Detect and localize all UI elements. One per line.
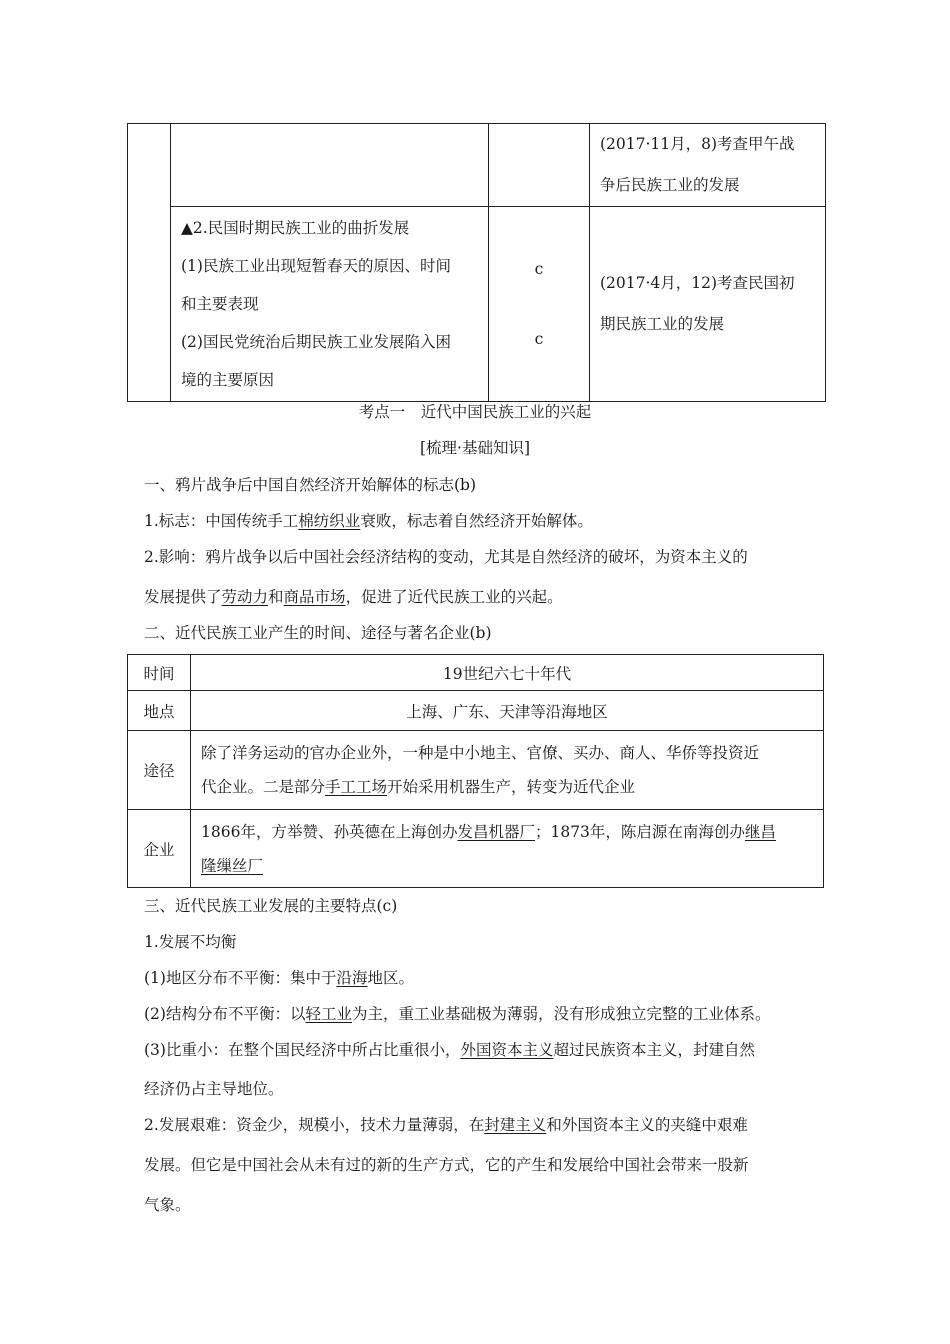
part1-p1 bbox=[144, 509, 593, 531]
topic-cell bbox=[128, 124, 171, 402]
section-subtitle: [梳理·基础知识] bbox=[419, 439, 531, 457]
part3-s2-line2: 发展。但它是中国社会从未有过的新的生产方式，它的产生和发展给中国社会带来一股新 bbox=[144, 1156, 749, 1174]
key-term: 发昌机器厂 bbox=[457, 822, 535, 841]
curriculum-table bbox=[127, 123, 826, 402]
text-line bbox=[201, 815, 813, 849]
exam-text: (2017·4月，12)考查民国初 bbox=[600, 274, 795, 292]
text: 代企业。二是部分 bbox=[201, 778, 326, 796]
requirement-cell bbox=[489, 124, 590, 207]
requirement-code: c bbox=[534, 260, 544, 278]
row-key: 地点 bbox=[128, 691, 191, 731]
part3-s1-3 bbox=[144, 1038, 755, 1060]
content-line: (2)国民党统治后期民族工业发展陷入困 bbox=[181, 333, 451, 351]
text-line bbox=[201, 849, 813, 883]
text: 和 bbox=[268, 588, 284, 606]
key-term: 封建主义 bbox=[484, 1116, 547, 1134]
row-value: 19世纪六七十年代 bbox=[191, 655, 824, 691]
table-row bbox=[128, 810, 824, 888]
row-value bbox=[191, 810, 824, 888]
key-term: 商品市场 bbox=[283, 588, 346, 606]
part3-s2 bbox=[144, 1113, 748, 1135]
key-term: 沿海 bbox=[336, 969, 368, 987]
key-term: 隆缫丝厂 bbox=[201, 856, 264, 875]
row-value: 上海、广东、天津等沿海地区 bbox=[191, 691, 824, 731]
content-line: 境的主要原因 bbox=[181, 371, 275, 389]
part3-heading: 三、近代民族工业发展的主要特点(c) bbox=[144, 897, 398, 915]
table-row bbox=[128, 691, 824, 731]
content-line: (1)民族工业出现短暂春天的原因、时间 bbox=[181, 257, 451, 275]
exam-text: (2017·11月，8)考查甲午战 bbox=[600, 135, 795, 153]
industry-table bbox=[127, 654, 824, 888]
text: (3)比重小：在整个国民经济中所占比重很小， bbox=[144, 1041, 461, 1059]
part3-s1-3-cont: 经济仍占主导地位。 bbox=[144, 1080, 284, 1098]
text: 超过民族资本主义，封建自然 bbox=[553, 1041, 755, 1059]
key-term: 手工工场 bbox=[325, 778, 388, 796]
text: 开始采用机器生产，转变为近代企业 bbox=[387, 778, 636, 796]
row-key: 时间 bbox=[128, 655, 191, 691]
content-line: ▲2.民国时期民族工业的曲折发展 bbox=[181, 219, 410, 237]
exam-cell bbox=[590, 207, 826, 402]
text: 和外国资本主义的夹缝中艰难 bbox=[546, 1116, 748, 1134]
key-term: 劳动力 bbox=[221, 588, 269, 606]
key-term: 轻工业 bbox=[305, 1005, 352, 1023]
part3-s2-line3: 气象。 bbox=[144, 1196, 191, 1214]
table-row bbox=[128, 207, 826, 402]
text: 除了洋务运动的官办企业外，一种是中小地主、官僚、买办、商人、华侨等投资近 bbox=[201, 744, 760, 762]
text: ，促进了近代民族工业的兴起。 bbox=[345, 588, 563, 606]
key-term: 继昌 bbox=[744, 822, 776, 841]
text: 2.发展艰难：资金少，规模小，技术力量薄弱，在 bbox=[144, 1116, 485, 1134]
exam-text: 争后民族工业的发展 bbox=[600, 176, 740, 194]
text: 为主，重工业基础极为薄弱，没有形成独立完整的工业体系。 bbox=[351, 1005, 771, 1023]
exam-cell bbox=[590, 124, 826, 207]
text: (1)地区分布不平衡：集中于 bbox=[144, 969, 337, 987]
text: 地区。 bbox=[367, 969, 414, 987]
row-key: 企业 bbox=[128, 810, 191, 888]
content-cell bbox=[171, 207, 489, 402]
table-row bbox=[128, 655, 824, 691]
table-row bbox=[128, 731, 824, 810]
text: 发展提供了 bbox=[144, 588, 222, 606]
content-cell bbox=[171, 124, 489, 207]
part1-p2-line2 bbox=[144, 585, 563, 607]
exam-text: 期民族工业的发展 bbox=[600, 315, 725, 333]
requirement-code: c bbox=[534, 330, 544, 348]
requirement-cell bbox=[489, 207, 590, 402]
part3-s1-2 bbox=[144, 1002, 771, 1024]
part1-heading: 一、鸦片战争后中国自然经济开始解体的标志(b) bbox=[144, 476, 477, 494]
key-term: 棉纺织业 bbox=[298, 512, 361, 530]
key-term: 外国资本主义 bbox=[460, 1041, 554, 1059]
row-key: 途径 bbox=[128, 731, 191, 810]
text-line bbox=[201, 770, 813, 804]
text: (2)结构分布不平衡：以 bbox=[144, 1005, 306, 1023]
text: ；1873年，陈启源在南海创办 bbox=[534, 822, 745, 841]
part1-p2-line1: 2.影响：鸦片战争以后中国社会经济结构的变动，尤其是自然经济的破坏，为资本主义的 bbox=[144, 548, 748, 566]
part2-heading: 二、近代民族工业产生的时间、途径与著名企业(b) bbox=[144, 624, 492, 642]
part3-s1: 1.发展不均衡 bbox=[144, 933, 237, 951]
row-value bbox=[191, 731, 824, 810]
text: 1866年，方举赞、孙英德在上海创办 bbox=[201, 822, 458, 841]
table-row bbox=[128, 124, 826, 207]
part3-s1-1 bbox=[144, 966, 414, 988]
content-line: 和主要表现 bbox=[181, 295, 259, 313]
text: 衰败，标志着自然经济开始解体。 bbox=[360, 512, 593, 530]
text: 1.标志：中国传统手工 bbox=[144, 512, 299, 530]
section-title: 考点一 近代中国民族工业的兴起 bbox=[358, 403, 592, 421]
